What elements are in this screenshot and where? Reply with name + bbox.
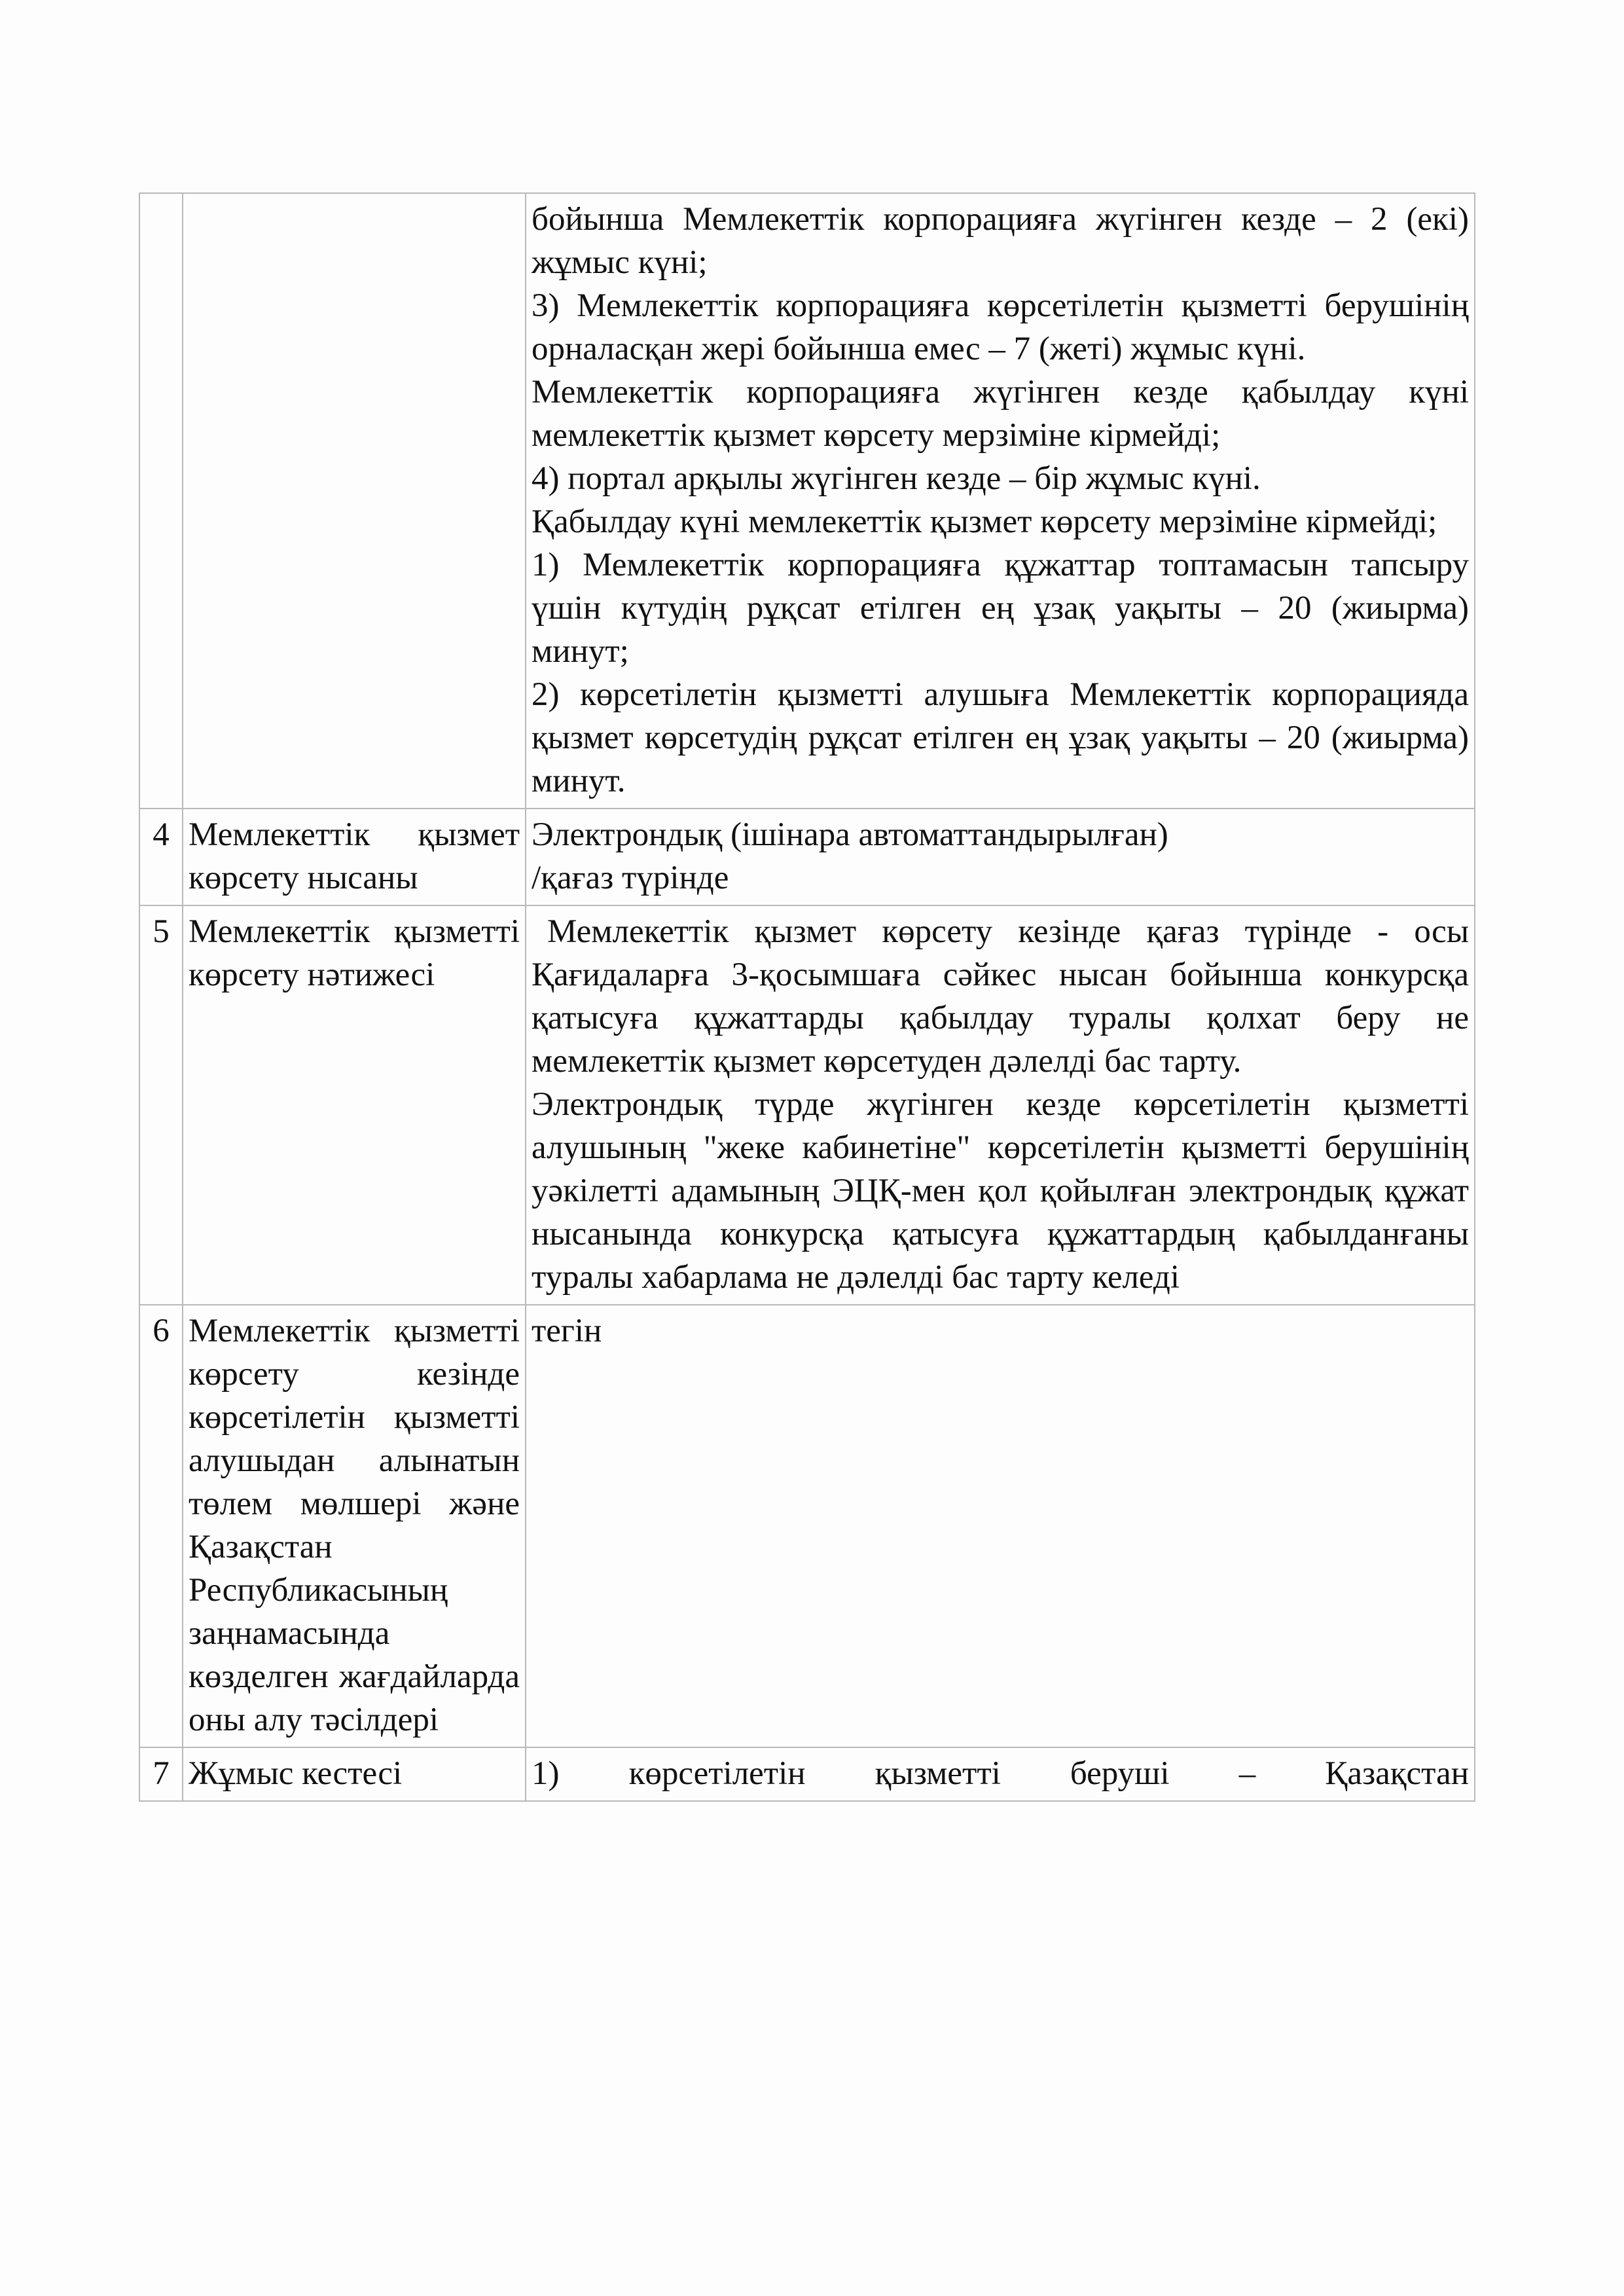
service-standard-table <box>139 192 1475 1802</box>
row-content-cell <box>526 809 1475 905</box>
row-number-cell <box>139 193 183 809</box>
table-row <box>139 905 1475 1305</box>
row-label-cell <box>183 193 526 809</box>
table-row <box>139 809 1475 905</box>
paragraph: Мемлекеттік корпорацияға жүгінген кезде қабылдау күні мемлекеттік қызмет көрсету мерзіміне кірмейді; <box>532 374 1469 454</box>
paragraph: 2) көрсетілетін қызметті алушыға Мемлекеттік корпорацияда қызмет көрсетудің рұқсат етілген ең ұзақ уақыты – 20 (жиырма) минут. <box>532 676 1469 799</box>
row-content-cell <box>526 193 1475 809</box>
paragraph: Электрондық түрде жүгінген кезде көрсетілетін қызметті алушының "жеке кабинетіне" көрсетілетін қызметті берушінің уәкілетті адамының ЭЦҚ-мен қол қойылған электрондық құжат нысанында конкурсқа қатысуға құжаттардың қабылданғаны туралы хабарлама не дәлелді бас тарту келеді <box>532 1086 1469 1296</box>
row-number-cell: 7 <box>139 1747 183 1801</box>
paragraph: 1) көрсетілетін қызметті беруші – Қазақстан <box>532 1755 1469 1792</box>
paragraph: 1) Мемлекеттік корпорацияға құжаттар топтамасын тапсыру үшін күтудің рұқсат етілген ең ұзақ уақыты – 20 (жиырма) минут; <box>532 547 1469 670</box>
row-number-cell: 4 <box>139 809 183 905</box>
paragraph: бойынша Мемлекеттік корпорацияға жүгінген кезде – 2 (екі) жұмыс күні; <box>532 201 1469 281</box>
row-content-cell <box>526 1305 1475 1747</box>
paragraph: тегін <box>532 1313 602 1349</box>
row-content-cell <box>526 905 1475 1305</box>
row-label-cell: Мемлекеттік қызмет көрсету нысаны <box>183 809 526 905</box>
paragraph: /қағаз түрінде <box>532 860 729 896</box>
paragraph: Электрондық (ішінара автоматтандырылған) <box>532 816 1168 853</box>
row-content-cell <box>526 1747 1475 1801</box>
paragraph: 3) Мемлекеттік корпорацияға көрсетілетін қызметті берушінің орналасқан жері бойынша емес – 7 (жеті) жұмыс күні. <box>532 287 1469 367</box>
row-label-cell: Мемлекеттік қызметті көрсету кезінде көрсетілетін қызметті алушыдан алынатын төлем мөлшері және Қазақстан Республикасының заңнамасында көзделген жағдайларда оны алу тәсілдері <box>183 1305 526 1747</box>
table-row <box>139 1305 1475 1747</box>
row-number-cell: 6 <box>139 1305 183 1747</box>
paragraph: 4) портал арқылы жүгінген кезде – бір жұмыс күні. <box>532 460 1261 497</box>
row-label-cell: Жұмыс кестесі <box>183 1747 526 1801</box>
paragraph: Мемлекеттік қызмет көрсету кезінде қағаз түрінде - осы Қағидаларға 3-қосымшаға сәйкес нысан бойынша конкурсқа қатысуға құжаттарды қабылдау туралы қолхат беру не мемлекеттік қызмет көрсетуден дәлелді бас тарту. <box>532 913 1469 1080</box>
paragraph: Қабылдау күні мемлекеттік қызмет көрсету мерзіміне кірмейді; <box>532 503 1437 540</box>
row-label-cell: Мемлекеттік қызметті көрсету нәтижесі <box>183 905 526 1305</box>
row-number-cell: 5 <box>139 905 183 1305</box>
table-row <box>139 1747 1475 1801</box>
table-row <box>139 193 1475 809</box>
